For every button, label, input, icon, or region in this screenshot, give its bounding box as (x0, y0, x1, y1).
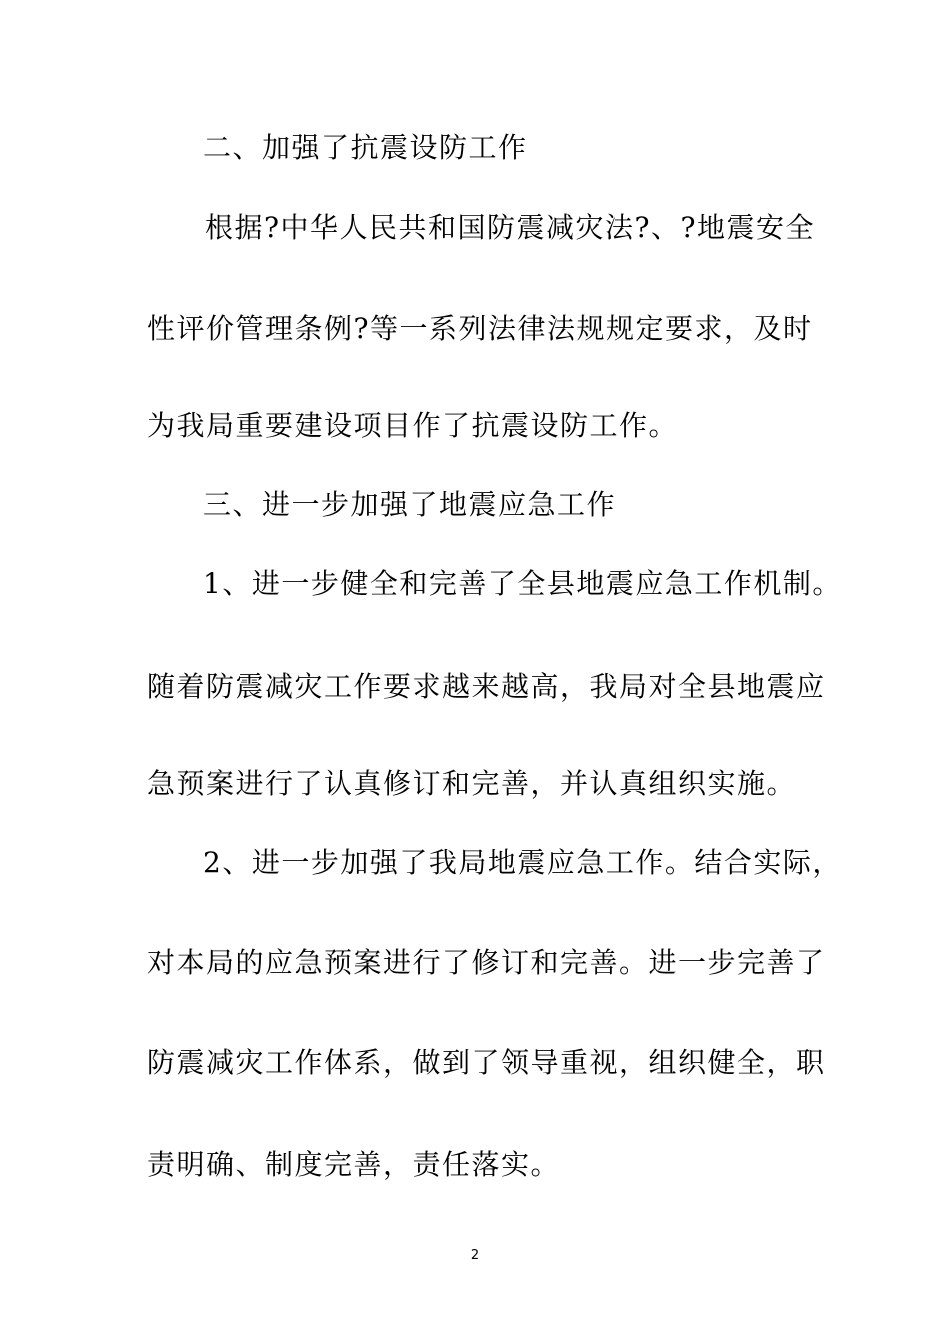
paragraph-line: 责明确、制度完善，责任落实。 (147, 1148, 561, 1181)
page-number: 2 (470, 1248, 480, 1263)
paragraph-line: 对本局的应急预案进行了修订和完善。进一步完善了 (147, 946, 826, 979)
paragraph-line: 2、进一步加强了我局地震应急工作。结合实际， (203, 846, 842, 879)
paragraph-line: 性评价管理条例?等一系列法律法规规定要求，及时 (147, 312, 813, 345)
section-heading-2: 二、加强了抗震设防工作 (203, 131, 528, 164)
section-heading-3: 三、进一步加强了地震应急工作 (203, 488, 617, 521)
paragraph-line: 根据?中华人民共和国防震减灾法?、?地震安全 (205, 211, 816, 244)
paragraph-line: 1、进一步健全和完善了全县地震应急工作机制。 (203, 567, 842, 600)
paragraph-line: 急预案进行了认真修订和完善，并认真组织实施。 (147, 767, 797, 800)
paragraph-line: 随着防震减灾工作要求越来越高，我局对全县地震应 (147, 670, 826, 703)
paragraph-line: 防震减灾工作体系，做到了领导重视，组织健全，职 (147, 1046, 826, 1079)
paragraph-line: 为我局重要建设项目作了抗震设防工作。 (147, 409, 679, 442)
